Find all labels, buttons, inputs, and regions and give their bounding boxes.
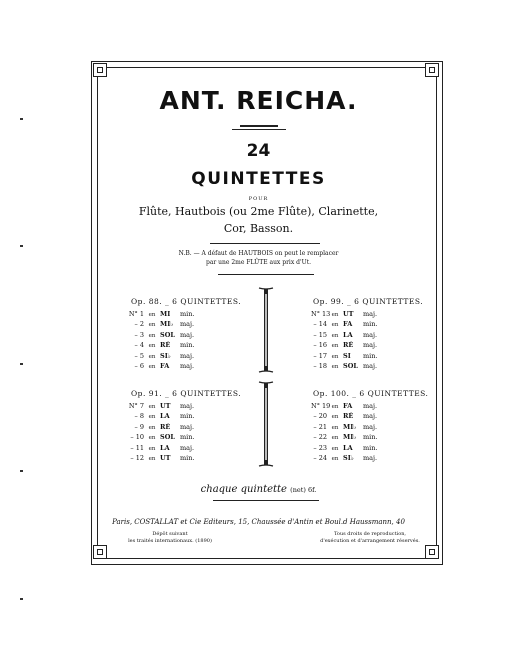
- substitution-note-line-2: par une 2me FLÛTE aux prix d'Ut.: [205, 259, 312, 266]
- opus-91-header: Op. 91. _ 6 QUINTETTES.: [131, 389, 242, 398]
- price-value: (net) 6f.: [290, 486, 317, 494]
- list-item: – 2 en MI♭ maj.: [134, 320, 195, 329]
- list-item: – 9 en RÉ maj.: [134, 422, 195, 431]
- list-item: – 5 en SI♭ maj.: [134, 351, 195, 360]
- legal-deposit-line-1: Dépôt suivant: [152, 531, 188, 537]
- list-item: N° 7 en UT maj.: [128, 402, 195, 410]
- frame-corner-ornament: [425, 545, 439, 559]
- list-item: – 12 en UT min.: [130, 453, 195, 462]
- list-item: – 10 en SOL min.: [130, 433, 195, 442]
- opus-99-list: [311, 309, 381, 371]
- list-item: – 24 en SI♭ maj.: [313, 453, 378, 462]
- note-divider: [210, 243, 320, 244]
- list-item: – 4 en RÉ min.: [134, 341, 195, 350]
- opus-91-list: [128, 401, 198, 463]
- price-line: [0, 484, 517, 495]
- title-divider: [240, 125, 278, 127]
- frame-corner-ornament: [425, 63, 439, 77]
- opus-100-list: [311, 401, 381, 463]
- margin-speck: [20, 470, 23, 472]
- list-item: – 23 en LA min.: [313, 443, 378, 452]
- frame-corner-ornament: [93, 63, 107, 77]
- list-item: – 11 en LA maj.: [130, 443, 195, 452]
- frame-corner-ornament: [93, 545, 107, 559]
- substitution-note-line-1: N.B. — A défaut de HAUTBOIS on peut le remplacer: [178, 250, 339, 257]
- note-divider: [218, 274, 314, 275]
- list-item: – 3 en SOL maj.: [134, 330, 195, 339]
- list-item: – 17 en SI min.: [313, 351, 378, 360]
- publisher-imprint: Paris, COSTALLAT et Cie Editeurs, 15, Chaussée d'Antin et Boul.d Haussmann, 40: [112, 518, 405, 526]
- list-item: – 8 en LA min.: [134, 412, 195, 421]
- opus-88-header: Op. 88. _ 6 QUINTETTES.: [131, 297, 242, 306]
- work-title: QUINTETTES: [191, 169, 326, 189]
- rights-notice-line-1: Tous droits de reproduction,: [333, 531, 407, 537]
- opus-99-header: Op. 99. _ 6 QUINTETTES.: [313, 297, 424, 306]
- decorative-brace-top: [258, 286, 274, 374]
- margin-speck: [20, 363, 23, 365]
- price-divider: [213, 500, 319, 501]
- list-item: – 14 en FA min.: [313, 320, 378, 329]
- instrumentation-line-2: Cor, Basson.: [223, 222, 294, 235]
- list-item: – 16 en RÉ maj.: [313, 341, 378, 350]
- margin-speck: [20, 118, 23, 120]
- list-item: – 6 en FA maj.: [134, 361, 195, 370]
- list-item: – 20 en RÉ maj.: [313, 412, 378, 421]
- list-item: – 15 en LA maj.: [313, 330, 378, 339]
- list-item: N° 19en FA maj.: [311, 402, 378, 410]
- decorative-brace-bottom: [258, 380, 274, 468]
- margin-speck: [20, 598, 23, 600]
- opus-100-header: Op. 100. _ 6 QUINTETTES.: [313, 389, 429, 398]
- work-count: 24: [246, 141, 271, 161]
- margin-speck: [20, 245, 23, 247]
- list-item: N° 13en UT maj.: [311, 310, 378, 318]
- rights-notice-line-2: d'exécution et d'arrangement réservés.: [320, 538, 420, 544]
- price-label: chaque quintette: [200, 484, 287, 495]
- list-item: – 18 en SOL maj.: [313, 361, 378, 370]
- composer-title: ANT. REICHA.: [159, 86, 358, 115]
- opus-88-list: [128, 309, 198, 371]
- pour-label: POUR: [248, 196, 269, 202]
- list-item: – 22 en MI♭ min.: [313, 433, 378, 442]
- title-divider: [232, 129, 286, 130]
- list-item: N° 1 en MI min.: [128, 310, 195, 318]
- legal-deposit-line-2: les traités internationaux. (1890): [128, 538, 212, 544]
- list-item: – 21 en MI♭ maj.: [313, 422, 378, 431]
- instrumentation-line-1: Flûte, Hautbois (ou 2me Flûte), Clarinette,: [138, 205, 379, 218]
